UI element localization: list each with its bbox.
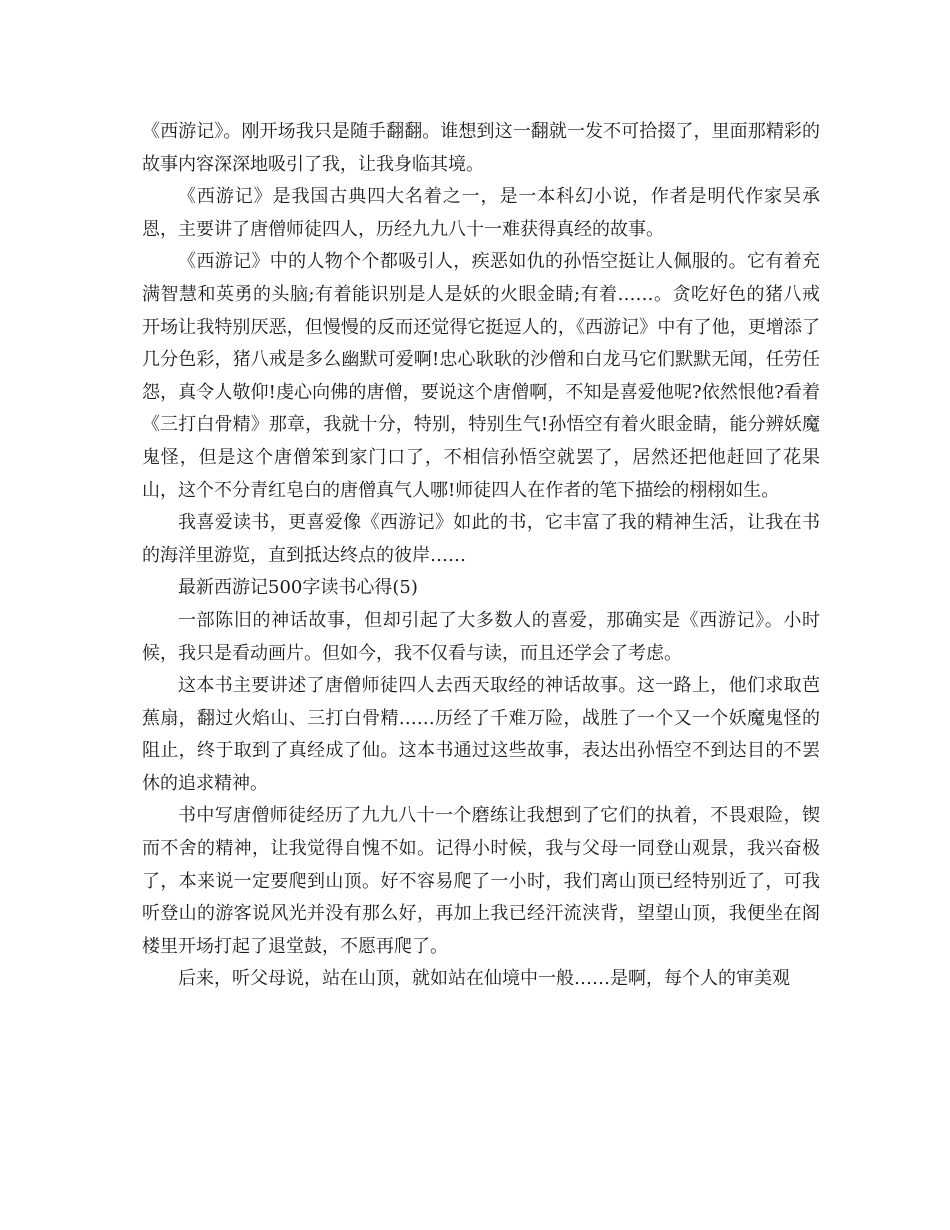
paragraph-summary: 这本书主要讲述了唐僧师徒四人去西天取经的神话故事。这一路上，他们求取芭蕉扇，翻过火焰山、三打白骨精……历经了千难万险，战胜了一个又一个妖魔鬼怪的阻止，终于取到了真经成了仙。这本书通过这些故事，表达出孙悟空不到达目的不罢休的追求精神。: [142, 675, 820, 794]
paragraph-opening: 一部陈旧的神话故事，但却引起了大多数人的喜爱，那确实是《西游记》。小时候，我只是看动画片。但如今，我不仅看与读，而且还学会了考虑。: [142, 609, 820, 664]
document-page: [142, 116, 820, 996]
section-heading: 最新西游记500字读书心得(5): [178, 577, 418, 599]
paragraph-reflection: 书中写唐僧师徒经历了九九八十一个磨练让我想到了它们的执着，不畏艰险，锲而不舍的精神，让我觉得自愧不如。记得小时候，我与父母一同登山观景，我兴奋极了，本来说一定要爬到山顶。好不容易爬了一小时，我们离山顶已经特别近了，可我听登山的游客说风光并没有那么好，再加上我已经汗流浃背，望望山顶，我便坐在阁楼里开场打起了退堂鼓，不愿再爬了。: [142, 805, 820, 957]
paragraph-conclusion: 我喜爱读书，更喜爱像《西游记》如此的书，它丰富了我的精神生活，让我在书的海洋里游览，直到抵达终点的彼岸……: [142, 512, 820, 566]
paragraph-continuation: 《西游记》。刚开场我只是随手翻翻。谁想到这一翻就一发不可拾掇了，里面那精彩的故事内容深深地吸引了我，让我身临其境。: [142, 121, 820, 175]
paragraph-intro: 《西游记》是我国古典四大名着之一，是一本科幻小说，作者是明代作家吴承恩，主要讲了唐僧师徒四人，历经九九八十一难获得真经的故事。: [142, 186, 820, 240]
paragraph-characters: 《西游记》中的人物个个都吸引人，疾恶如仇的孙悟空挺让人佩服的。它有着充满智慧和英勇的头脑;有着能识别是人是妖的火眼金睛;有着……。贪吃好色的猪八戒开场让我特别厌恶，但慢慢的反而还觉得它挺逗人的，《西游记》中有了他，更增添了几分色彩，猪八戒是多么幽默可爱啊!忠心耿耿的沙僧和白龙马它们默默无闻，任劳任怨，真令人敬仰!虔心向佛的唐僧，要说这个唐僧啊，不知是喜爱他呢?依然恨他?看着《三打白骨精》那章，我就十分，特别，特别生气!孙悟空有着火眼金睛，能分辨妖魔鬼怪，但是这个唐僧笨到家门口了，不相信孙悟空就罢了，居然还把他赶回了花果山，这个不分青红皂白的唐僧真气人哪!师徒四人在作者的笔下描绘的栩栩如生。: [142, 251, 820, 501]
paragraph-ending: 后来，听父母说，站在山顶，就如站在仙境中一般……是啊，每个人的审美观: [178, 968, 790, 990]
